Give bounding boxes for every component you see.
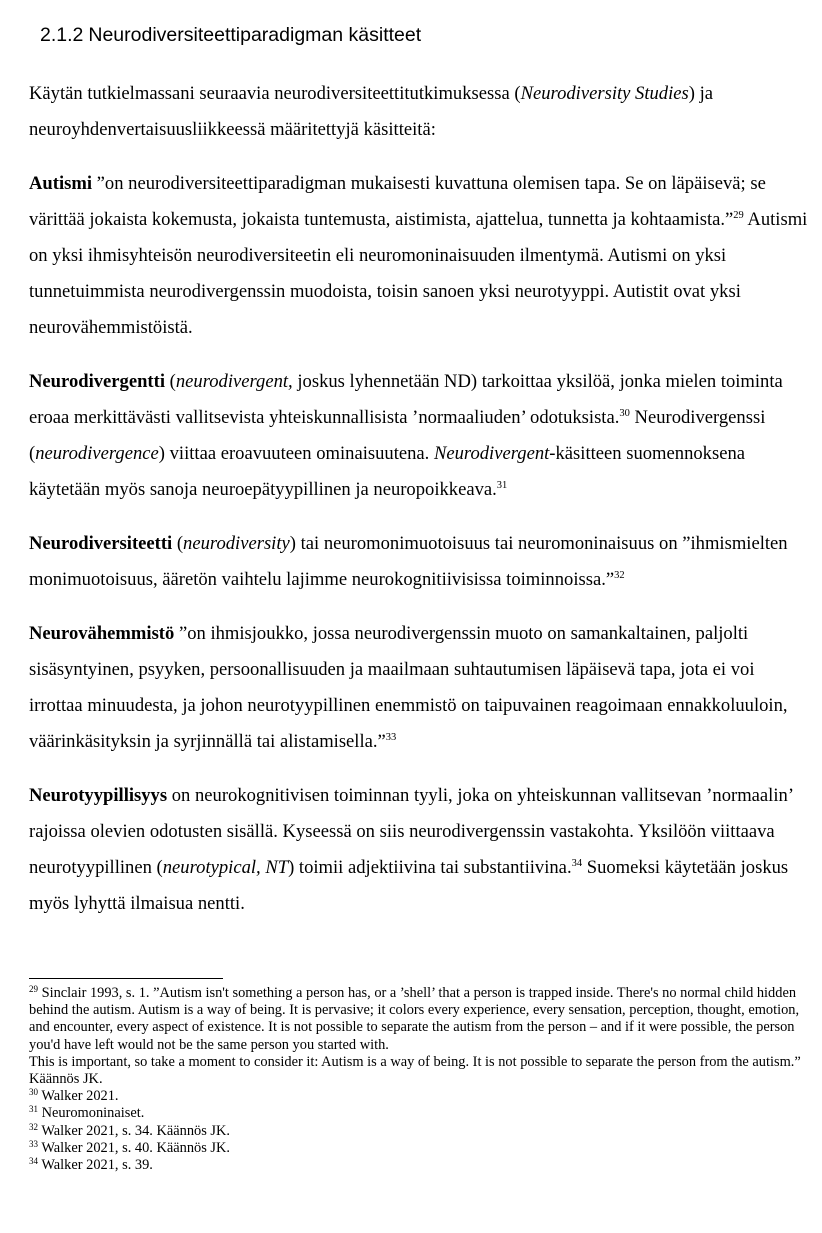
definition-autismi [29,166,809,346]
section-title: Neurodiversiteettiparadigman käsitteet [88,24,422,46]
english-term: neurotypical, NT [162,857,289,878]
section-heading [40,22,421,48]
footnote-ref-33[interactable]: 33 [385,732,397,743]
footnote-ref-32[interactable]: 32 [614,570,625,581]
footnote-number: 34 [29,1156,38,1167]
footnote-32 [29,1123,809,1140]
definition-text: ) viittaa eroavuuteen ominaisuutena. [158,443,434,464]
definition-text: ( [165,371,176,392]
definition-text: ) toimii adjektiivina tai substantiivina. [288,857,572,878]
term-neurodivergentti: Neurodivergentti [29,371,165,392]
intro-italic-term: Neurodiversity Studies [520,83,689,104]
definition-text: on neurokognitivisen toiminnan tyyli, joka on yhteiskunnan vallitsevan ’normaalin’ rajoissa olevien odotusten sisällä. Kyseessä on siis neurodivergenssin vastakohta. Yksilöön viittaava neurotyypillinen ( [29,785,793,878]
footnote-ref-29[interactable]: 29 [733,210,744,221]
definition-text: ( [172,533,184,554]
definition-neurotyypillisyys [29,778,809,922]
footnote-separator [29,978,223,979]
footnote-number: 31 [29,1104,38,1115]
definition-text: Autismi on yksi ihmisyhteisön neurodiversiteetin eli neuromoninaisuuden ilmentymä. Autismi on yksi tunnetuimmista neurodivergenssin muodoista, toisin sanoen yksi neurotyyppi. Autistit ovat yksi neurovähemmistöistä. [29,209,808,338]
footnote-text: Sinclair 1993, s. 1. ”Autism isn't something a person has, or a ’shell’ that a person is trapped inside. There's no normal child hidden behind the autism. Autism is a way of being. It is pervasive; it colors every experience, every sensation, perception, thought, emotion, and encounter, every aspect of existence. It is not possible to separate the autism from the person – and if it were possible, the person you'd have left would not be the same person you started with. [29,985,800,1053]
term-neurotyypillisyys: Neurotyypillisyys [29,785,168,806]
footnote-text: Walker 2021, s. 34. Käännös JK. [38,1122,231,1139]
intro-paragraph [29,76,809,148]
definition-text: ”on neurodiversiteettiparadigman mukaisesti kuvattuna olemisen tapa. Se on läpäisevä; se värittää jokaista kokemusta, jokaista tuntemusta, aistimista, ajattelua, tunnetta ja kohtaamista.” [29,173,766,230]
footnote-number: 29 [29,984,38,994]
footnote-31 [29,1105,809,1122]
footnote-text: Walker 2021. [38,1088,119,1105]
footnote-number: 33 [29,1138,38,1149]
english-term: neurodivergent, [175,371,293,392]
term-neurodiversiteetti: Neurodiversiteetti [29,533,173,554]
definition-text: Neurodivergenssi ( [29,407,766,464]
intro-text-end: ) ja neuroyhdenvertaisuusliikkeessä määritettyjä käsitteitä: [29,83,714,140]
term-neurovahemmisto: Neurovähemmistö [29,623,175,644]
definition-text: ”on ihmisjoukko, jossa neurodivergenssin muoto on samankaltainen, paljolti sisäsyntyinen, psyyken, persoonallisuuden ja maailmaan suhtautumisen läpäisevä tapa, jota ei voi irrottaa minuudesta, ja johon neurotyypillinen enemmistö on taipuvainen reagoimaan ennakkoluuloin, väärinkäsityksin ja syrjinnällä tai alistamisella.” [29,623,788,752]
footnote-ref-30[interactable]: 30 [619,408,630,419]
footnote-number: 30 [29,1087,38,1098]
footnote-ref-31[interactable]: 31 [496,480,508,491]
english-term: neurodiversity [183,533,290,554]
footnote-29 [29,985,809,1054]
definition-text: Suomeksi käytetään joskus myös lyhyttä ilmaisua nentti. [29,857,789,914]
english-term: Neurodivergent [433,443,550,464]
term-autismi: Autismi [29,173,93,194]
definition-neurodiversiteetti [29,526,809,598]
body-text [29,76,809,922]
footnote-number: 32 [29,1121,38,1132]
definition-text: joskus lyhennetään ND) tarkoittaa yksilöä, jonka mielen toiminta eroaa merkittävästi vallitsevista yhteiskunnallisista ’normaaliuden’ odotuksista. [29,371,783,428]
footnote-34 [29,1157,809,1174]
footnote-text: Neuromoninaiset. [38,1105,145,1122]
footnotes [29,985,809,1174]
definition-text: ) tai neuromonimuotoisuus tai neuromoninaisuus on ”ihmismielten monimuotoisuus, ääretön vaihtelu lajimme neurokognitiivisissa toiminnoissa.” [29,533,788,590]
footnote-ref-34[interactable]: 34 [571,858,583,869]
english-term: neurodivergence [35,443,159,464]
definition-neurovahemmisto [29,616,809,760]
section-number: 2.1.2 [40,24,84,46]
footnote-33 [29,1140,809,1157]
footnote-text: Walker 2021, s. 39. [38,1157,153,1174]
footnote-30 [29,1088,809,1105]
footnote-29-continuation: This is important, so take a moment to consider it: Autism is a way of being. It is not possible to separate the person from the autism.” Käännös JK. [29,1053,801,1088]
intro-text-start: Käytän tutkielmassani seuraavia neurodiversiteettitutkimuksessa ( [29,83,521,104]
definition-text: -käsitteen suomennoksena käytetään myös sanoja neuroepätyypillinen ja neuropoikkeava. [29,443,745,500]
definition-neurodivergentti [29,364,809,508]
footnote-text: Walker 2021, s. 40. Käännös JK. [38,1139,231,1156]
